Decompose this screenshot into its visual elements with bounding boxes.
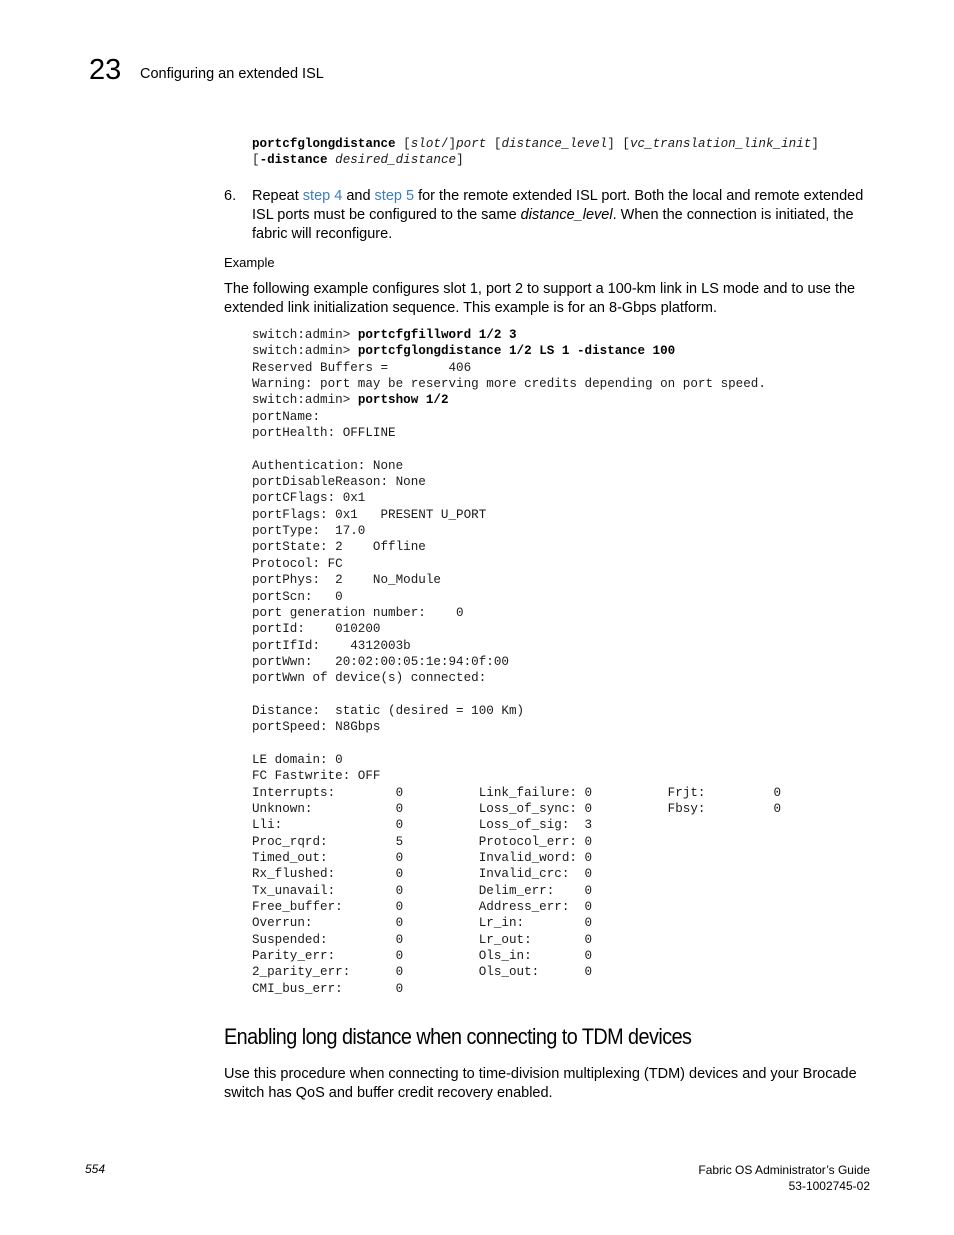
syntax-bracket: [ [252,153,260,168]
syntax-vc-translation: vc_translation_link_init [629,137,812,151]
step-text-d: . When the connection is initiated, the fabric will reconfigure. [252,207,854,242]
command-fillword: portcfgfillword 1/2 3 [357,328,517,342]
portshow-output: portName: portHealth: OFFLINE Authentication: None portDisableReason: None portCFlags: 0x1 portFlags: 0x1 PRESENT U_PORT portType: 17.0 portState: 2 Offline Protocol: FC portPhys: 2 No_Module portScn: 0 port generation number: 0 portId: 010200 portIfId: 4312003b portWwn: 20:02:00:05:1e:94:0f:00 portWwn of device(s) connected: Distance: static (desired = 100 Km) portSpeed: N8Gbps LE domain: 0 FC Fastwrite: OFF Interrupts: 0 Link_failure: 0 Frjt: 0 Unknown: 0 Loss_of_sync: 0 Fbsy: 0 Lli: 0 Loss_of_sig: 3 Proc_rqrd: 5 Protocol_err: 0 Timed_out: 0 Invalid_word: 0 Rx_flushed: 0 Invalid_crc: 0 Tx_unavail: 0 Delim_err: 0 Free_buffer: 0 Address_err: 0 Overrun: 0 Lr_in: 0 Suspended: 0 Lr_out: 0 Parity_err: 0 Ols_in: 0 2_parity_err: 0 Ols_out: 0 CMI_bus_err: 0 [252,409,782,996]
syntax-port: port [456,137,487,151]
prompt: switch:admin> [252,328,358,342]
code-example [252,327,781,997]
syntax-desired-distance: desired_distance [335,153,457,168]
example-intro: The following example configures slot 1, port 2 to support a 100-km link in LS mode and to use the extended link initialization sequence. This example is for an 8-Gbps platform. [224,281,856,316]
syntax-command: portcfglongdistance [252,137,396,151]
syntax-slash: /] [440,137,457,151]
doc-number: 53-1002745-02 [788,1179,870,1193]
chapter-number: 23 [89,54,122,86]
syntax-bracket: [ [395,137,411,151]
guide-title: Fabric OS Administrator’s Guide [698,1163,870,1177]
footer-doc-info [698,1162,870,1194]
step-text-a: Repeat [252,188,303,204]
command-output: Reserved Buffers = 406 Warning: port may be reserving more credits depending on port speed. [252,360,766,392]
step-text-b: and [342,188,375,204]
step-text-c: for the remote extended ISL port. Both the local and remote extended ISL ports must be configured to the same [252,188,864,223]
syntax-bracket: ] [ [607,137,630,151]
syntax-slot: slot [410,137,441,151]
section-paragraph: Use this procedure when connecting to time-division multiplexing (TDM) devices and your Brocade switch has QoS and buffer credit recovery enabled. [224,1066,857,1101]
step-5-link[interactable]: step 5 [374,188,415,204]
syntax-distance-flag: -distance [259,153,328,168]
prompt: switch:admin> [252,393,358,408]
step-text [252,187,872,244]
step-number: 6. [224,188,237,204]
example-label: Example [224,255,275,270]
chapter-title: Configuring an extended ISL [140,66,324,82]
syntax-bracket: [ [486,137,502,151]
page-number: 554 [85,1162,106,1176]
command-syntax [252,136,819,169]
syntax-distance-level: distance_level [501,137,608,151]
prompt: switch:admin> [252,344,358,359]
syntax-bracket: ] [456,153,464,168]
syntax-bracket: ] [811,137,819,151]
section-heading: Enabling long distance when connecting to TDM devices [224,1024,692,1049]
step-emphasis: distance_level [520,207,613,223]
command-portshow: portshow 1/2 [357,393,449,408]
step-4-link[interactable]: step 4 [302,188,343,204]
command-longdistance: portcfglongdistance 1/2 LS 1 -distance 100 [357,344,676,359]
